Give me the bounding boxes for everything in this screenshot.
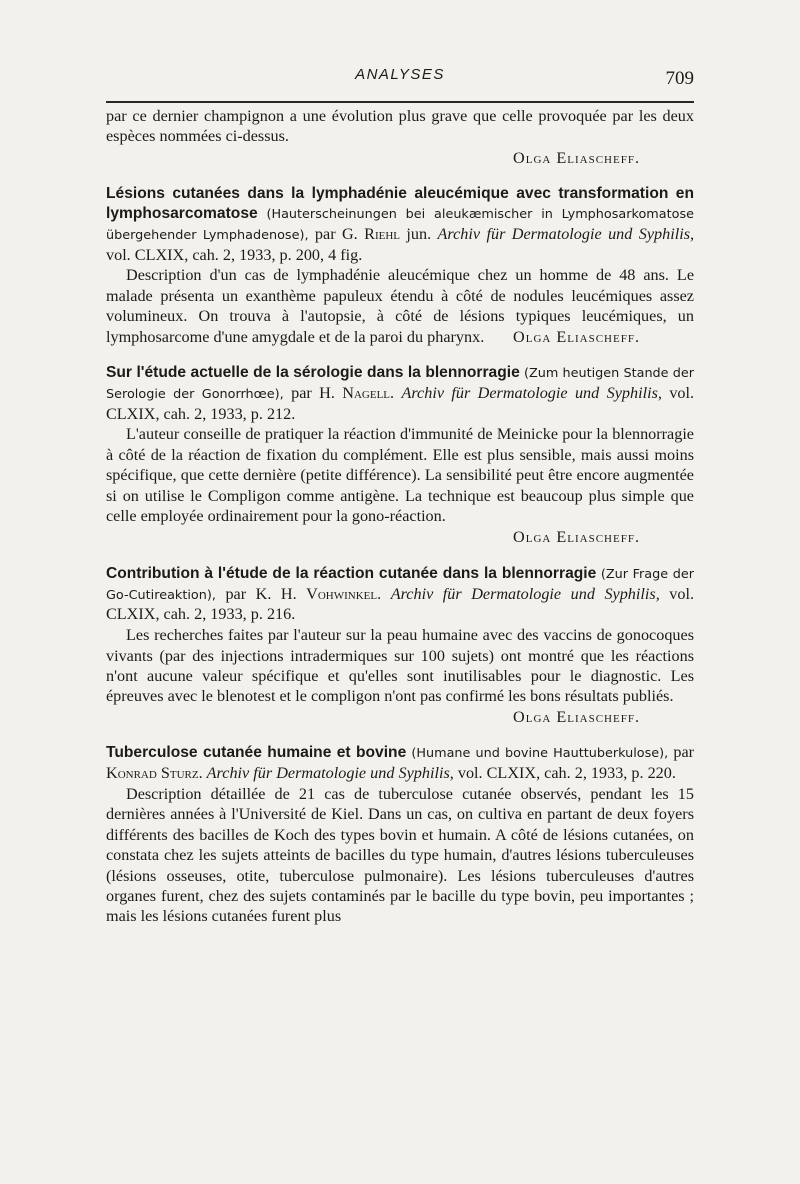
journal-details: vol. CLXIX, cah. 2, 1933, p. 200, 4 fig.: [106, 245, 363, 264]
author-prefix: par K. H.: [225, 584, 297, 603]
intro-signature: Olga Eliascheff.: [513, 148, 640, 167]
original-title: (Zum heutigen Stande der Serologie der Gonorrhœe),: [106, 366, 694, 402]
author-prefix: par H.: [291, 383, 335, 402]
article-1: [106, 184, 694, 347]
article-reference: [106, 363, 694, 424]
journal-name: Archiv für Dermatologie und Syphilis,: [206, 764, 454, 783]
article-signature: Olga Eliascheff.: [513, 528, 640, 547]
article-3: [106, 564, 694, 727]
article-title: Lésions cutanées dans la lymphadénie aleucémique avec transformation en lymphosarcomatose: [106, 185, 694, 223]
author-suffix: jun.: [406, 224, 432, 243]
page-content: [106, 106, 694, 927]
article-body: Description détaillée de 21 cas de tuberculose cutanée observés, pendant les 15 dernières années à l'Université de Kiel. Dans un cas, on cultiva en partant de deux foyers différents des bacilles de Koch des types bovin et humain. A côté de lésions cutanées, on constata chez les sujets atteints de bacilles du type humain, d'autres lésions tuberculeuses (lésions osseuses, otite, tuberculose pulmonaire). Les lésions tuberculeuses d'autres organes furent, chez des sujets contaminés par le bacille du type bovin, peu importantes ; mais les lésions cutanées furent plus: [106, 784, 694, 926]
journal-details: vol. CLXIX, cah. 2, 1933, p. 216.: [106, 584, 695, 624]
article-signature: Olga Eliascheff.: [513, 707, 640, 726]
article-title: Contribution à l'étude de la réaction cutanée dans la blennorragie: [106, 564, 597, 582]
article-body-text: Les recherches faites par l'auteur sur la peau humaine avec des vaccins de gonocoques vivants (par des injections intradermiques sur 100 sujets) ont montré que les réactions n'ont aucune valeur spécifique et qu'elles sont inutilisables pour le diagnostic. Les épreuves avec le blenotest et le compligon n'ont pas confirmé les bons résultats publiés.: [106, 626, 694, 706]
header-rule: [106, 101, 694, 103]
author-prefix: par G.: [314, 224, 358, 243]
article-reference: [106, 743, 694, 784]
running-title: ANALYSES: [355, 66, 445, 83]
author-name: Konrad Sturz.: [106, 764, 203, 783]
original-title: (Hauterscheinungen bei aleukæmischer in Lymphosarkomatose übergehender Lymphadenose),: [106, 207, 694, 243]
original-title: (Zur Frage der Go-Cutireaktion),: [106, 566, 694, 603]
article-title: Tuberculose cutanée humaine et bovine: [106, 744, 407, 762]
author-name: Riehl: [364, 224, 400, 243]
journal-name: Archiv für Dermatologie und Syphilis,: [401, 383, 662, 402]
article-reference: [106, 184, 694, 265]
article-4: [106, 743, 694, 926]
author-name: Nagell.: [342, 383, 395, 402]
journal-name: Archiv für Dermatologie und Syphilis,: [437, 224, 695, 243]
article-body: L'auteur conseille de pratiquer la réaction d'immunité de Meinicke pour la blennorragie à côté de la réaction de fixation du complément. Elle est plus sensible, mais aussi moins spécifique, que cette dernière (petite différence). La sensibilité peut être encore augmentée si on utilise le Compligon comme antigène. La technique est beaucoup plus simple que celle employée ordinairement pour la gono-réaction.: [106, 425, 694, 526]
author-prefix: par: [673, 743, 695, 762]
journal-details: vol. CLXIX, cah. 2, 1933, p. 220.: [457, 764, 676, 783]
intro-paragraph: par ce dernier champignon a une évolution plus grave que celle provoquée par les deux espèces nommées ci-dessus.: [106, 107, 694, 146]
page-number: 709: [665, 68, 694, 89]
original-title: (Humane und bovine Hauttuberkulose),: [411, 746, 669, 762]
article-reference: [106, 564, 694, 625]
article-signature: Olga Eliascheff.: [513, 327, 640, 346]
article-body: [106, 625, 694, 726]
author-name: Vohwinkel.: [306, 584, 382, 603]
journal-name: Archiv für Dermatologie und Syphilis,: [390, 584, 660, 603]
page-header: [106, 64, 694, 94]
article-2: [106, 363, 694, 548]
journal-details: vol. CLXIX, cah. 2, 1933, p. 212.: [106, 383, 695, 423]
article-body-text: Description d'un cas de lymphadénie aleucémique chez un homme de 48 ans. Le malade présenta un exanthème papuleux étendu à côté de nodules leucémiques assez volumineux. On trouva à l'autopsie, à côté de lésions typiques leucémiques, un lymphosarcome d'une amygdale et de la paroi du pharynx.: [106, 266, 694, 346]
article-body: [106, 265, 694, 347]
article-title: Sur l'étude actuelle de la sérologie dans la blennorragie: [106, 364, 520, 382]
